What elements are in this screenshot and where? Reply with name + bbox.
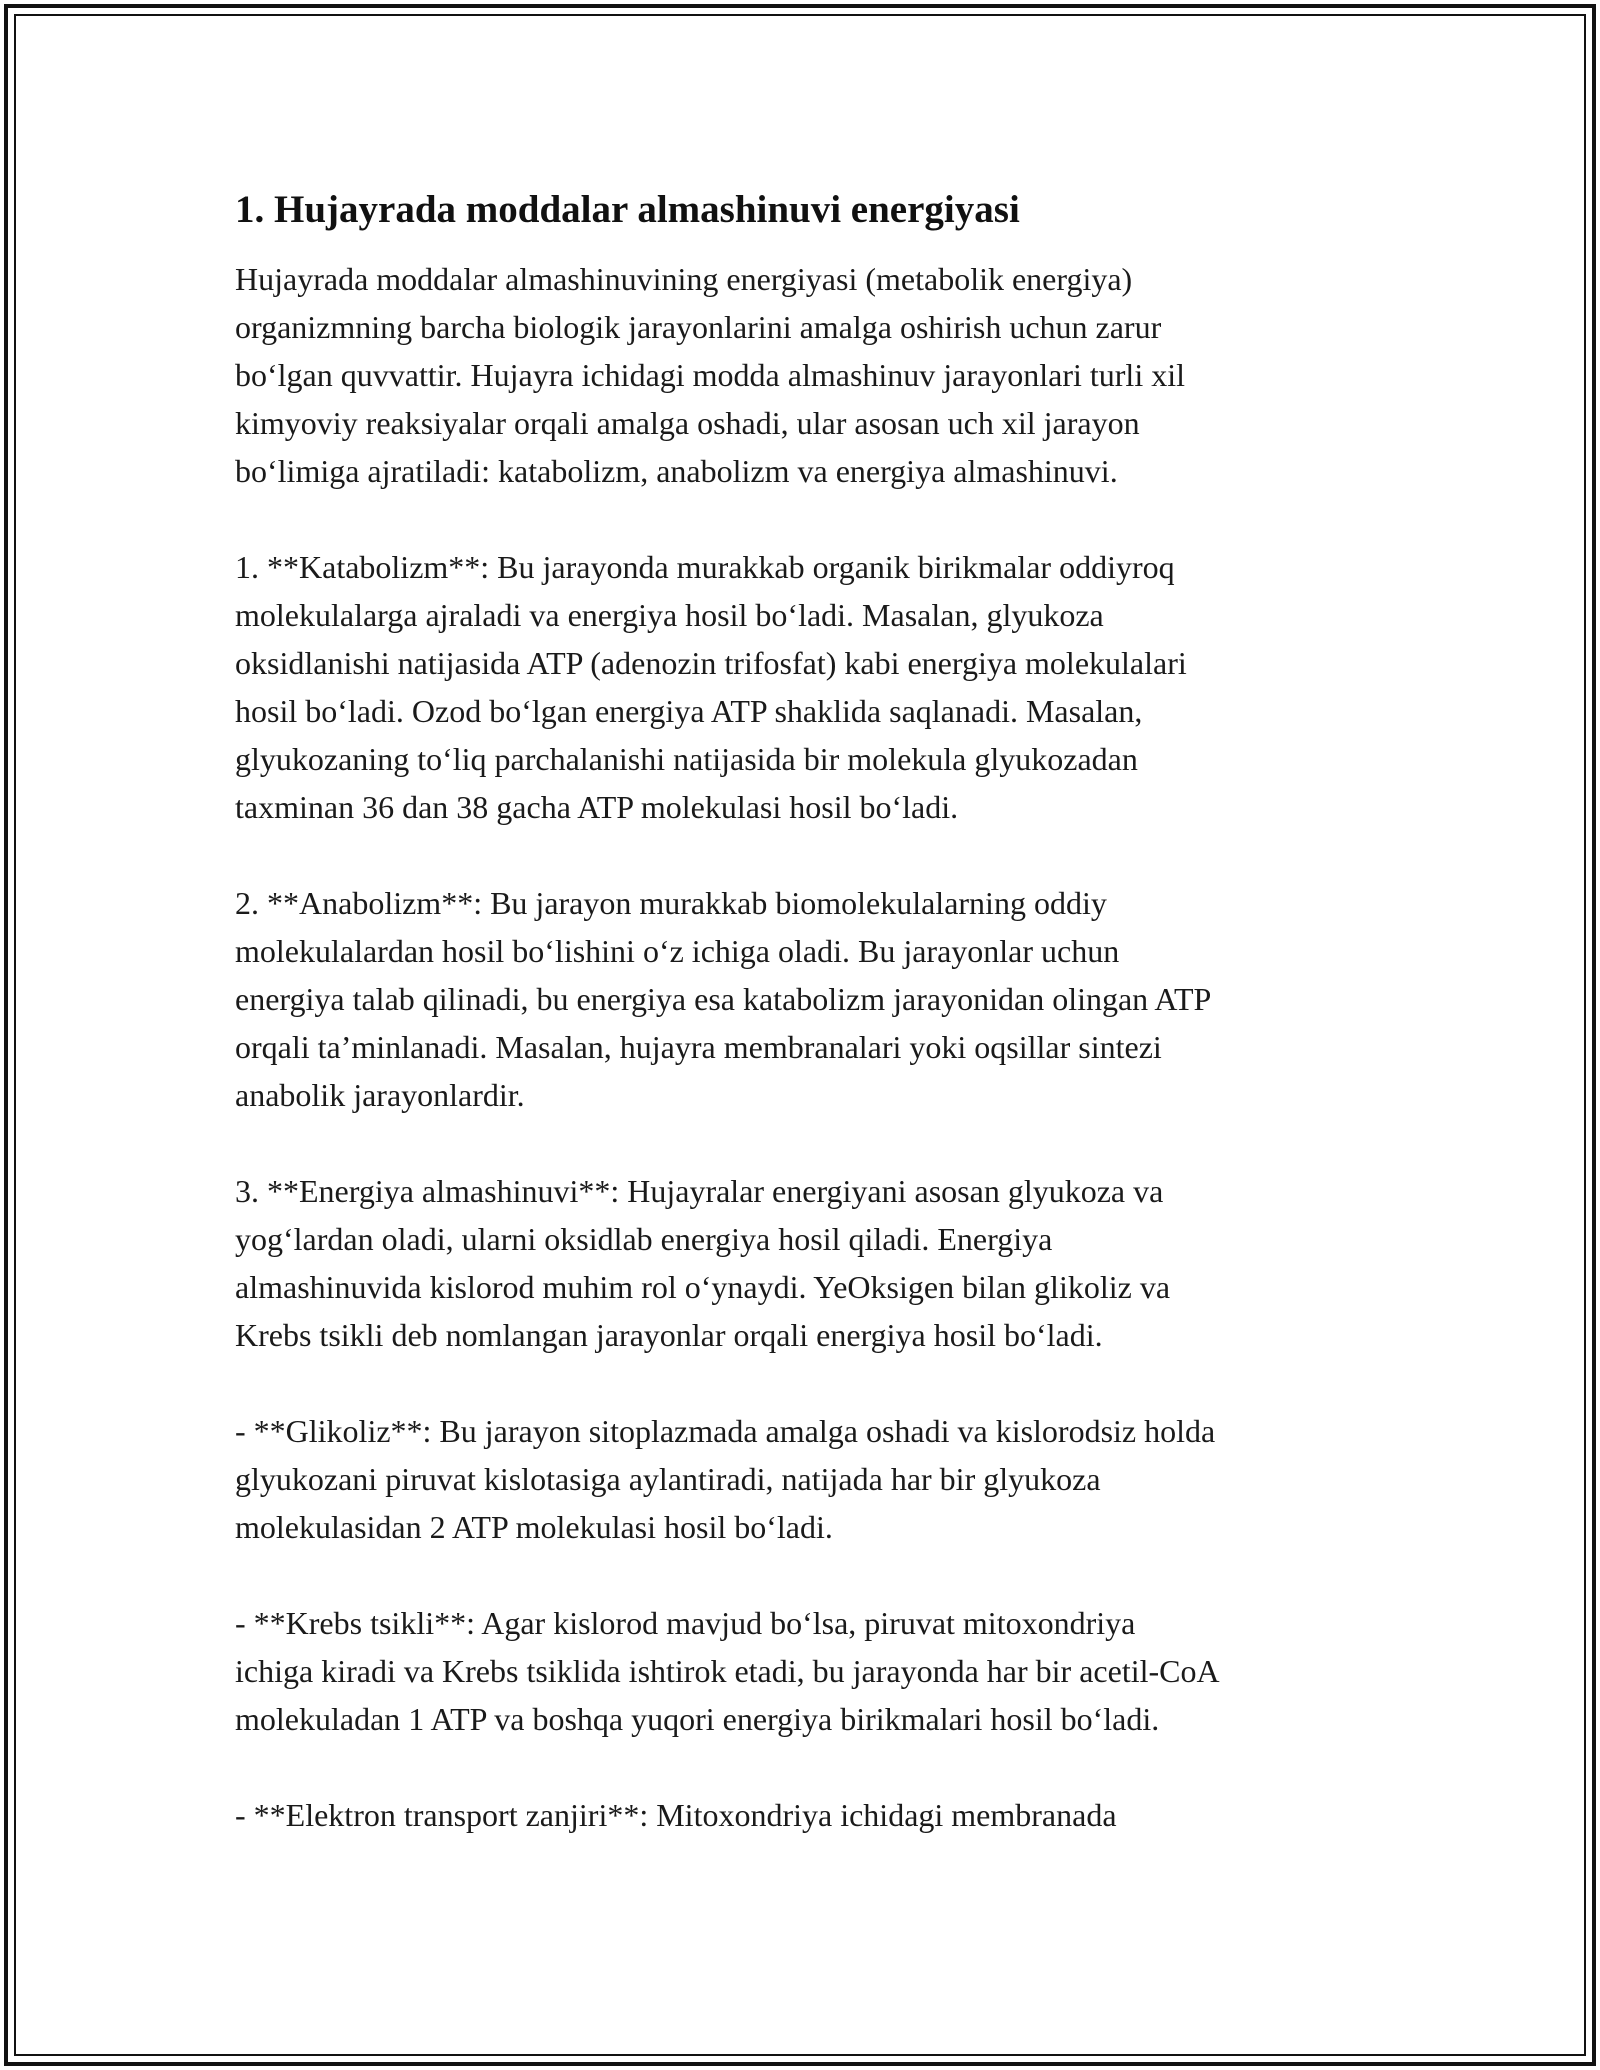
paragraph-glikoliz: - **Glikoliz**: Bu jarayon sitoplazmada amalga oshadi va kislorodsiz holda glyukozani piruvat kislotasiga aylantiradi, natijada har bir glyukoza molekulasidan 2 ATP molekulasi hosil bo‘ladi. — [235, 1413, 1216, 1545]
paragraph-intro: Hujayrada moddalar almashinuvining energiyasi (metabolik energiya) organizmning barcha biologik jarayonlarini amalga oshirish uchun zarur bo‘lgan quvvattir. Hujayra ichidagi modda almashinuv jarayonlari turli xil kimyoviy reaksiyalar orqali amalga oshadi, ular asosan uch xil jarayon bo‘limiga ajratiladi: katabolizm, anabolizm va energiya almashinuvi. — [235, 261, 1185, 489]
document-body — [235, 186, 1385, 1887]
paragraph-krebs-tsikli: - **Krebs tsikli**: Agar kislorod mavjud bo‘lsa, piruvat mitoxondriya ichiga kiradi va Krebs tsiklida ishtirok etadi, bu jarayonda har bir acetil-CoA molekuladan 1 ATP va boshqa yuqori energiya birikmalari hosil bo‘ladi. — [235, 1605, 1220, 1737]
paragraph-energiya-almashinuvi: 3. **Energiya almashinuvi**: Hujayralar energiyani asosan glyukoza va yog‘lardan oladi, ularni oksidlab energiya hosil qiladi. Energiya almashinuvida kislorod muhim rol o‘ynaydi. YeOksigen bilan glikoliz va Krebs tsikli deb nomlangan jarayonlar orqali energiya hosil bo‘ladi. — [235, 1173, 1171, 1353]
paragraph-anabolizm: 2. **Anabolizm**: Bu jarayon murakkab biomolekulalarning oddiy molekulalardan hosil bo‘lishini o‘z ichiga oladi. Bu jarayonlar uchun energiya talab qilinadi, bu energiya esa katabolizm jarayonidan olingan ATP orqali ta’minlanadi. Masalan, hujayra membranalari yoki oqsillar sintezi anabolik jarayonlardir. — [235, 885, 1212, 1113]
document-title: 1. Hujayrada moddalar almashinuvi energiyasi — [235, 188, 1020, 231]
paragraph-katabolizm: 1. **Katabolizm**: Bu jarayonda murakkab organik birikmalar oddiyroq molekulalarga ajraladi va energiya hosil bo‘ladi. Masalan, glyukoza oksidlanishi natijasida ATP (adenozin trifosfat) kabi energiya molekulalari hosil bo‘ladi. Ozod bo‘lgan energiya ATP shaklida saqlanadi. Masalan, glyukozaning to‘liq parchalanishi natijasida bir molekula glyukozadan taxminan 36 dan 38 gacha ATP molekulasi hosil bo‘ladi. — [235, 549, 1187, 825]
paragraph-elektron-transport: - **Elektron transport zanjiri**: Mitoxondriya ichidagi membranada — [235, 1797, 1117, 1833]
